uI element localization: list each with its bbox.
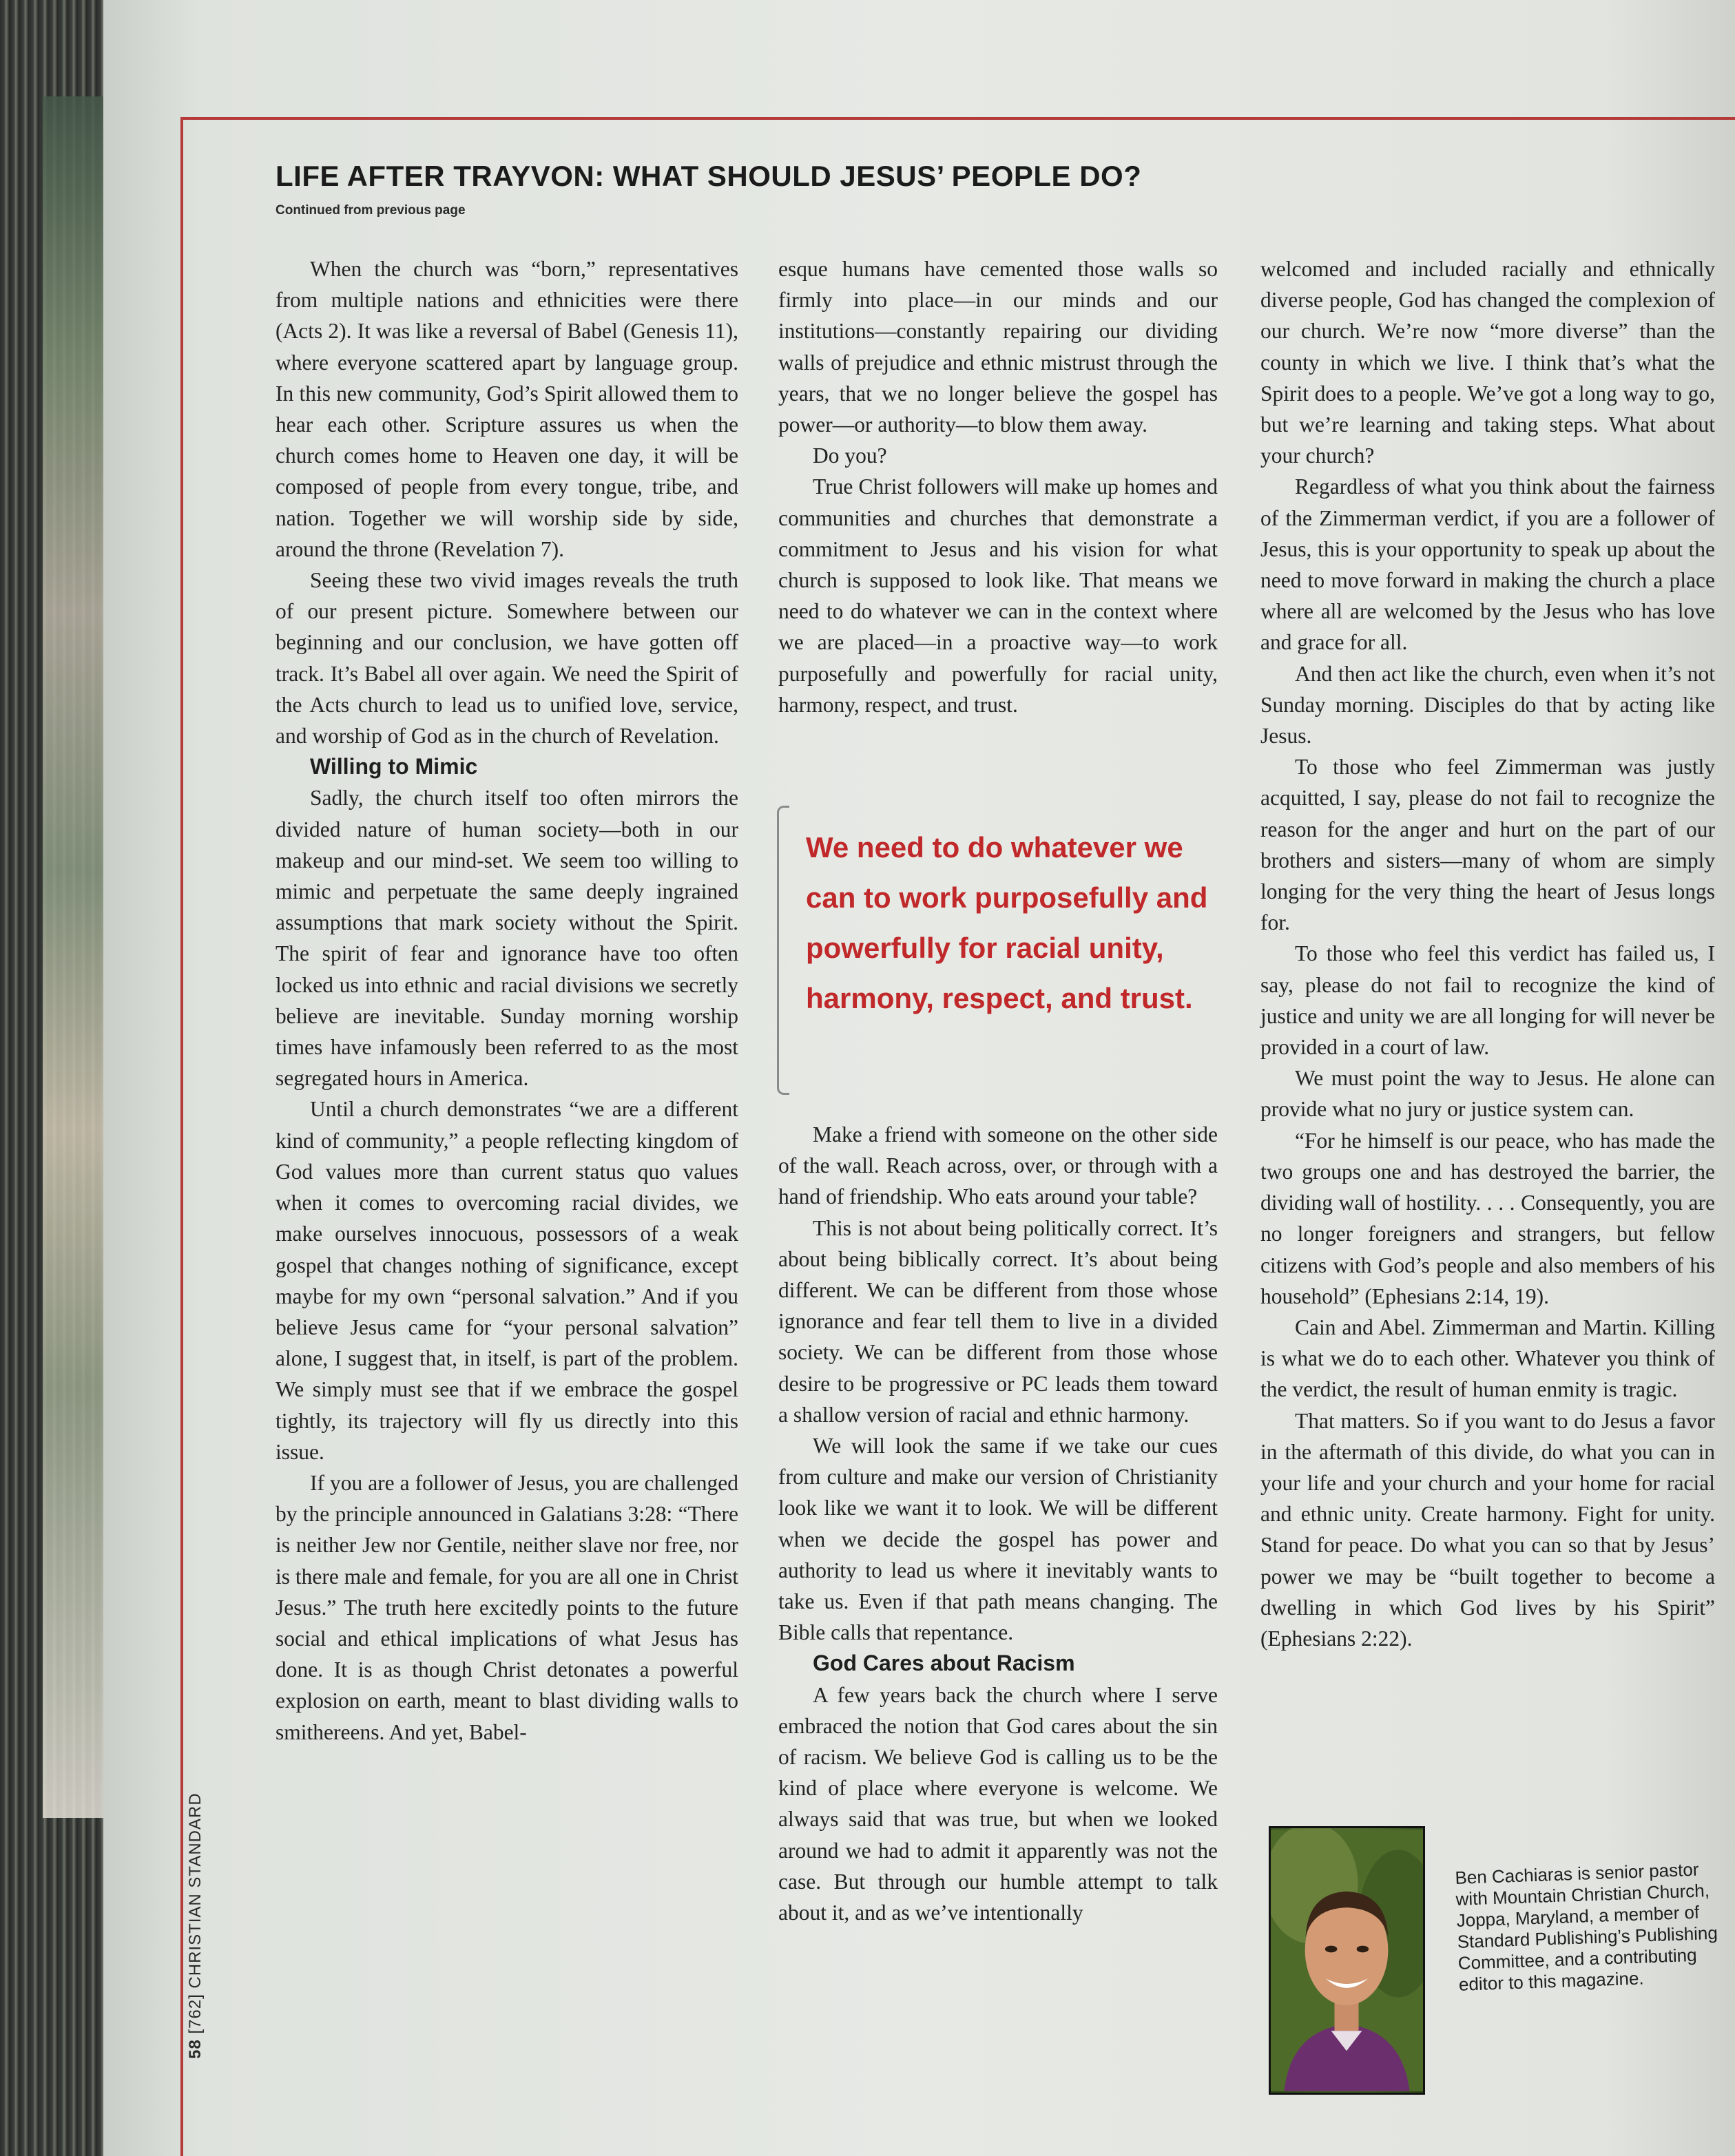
pull-quote-text: We need to do whatever we can to work purposefully and powerfully for racial unity, harmony, respect, and trust. (806, 831, 1208, 1014)
paragraph: Make a friend with someone on the other side of the wall. Reach across, over, or through with a hand of friendship. Who eats around your table? (778, 1122, 1218, 1209)
page-folio (186, 1792, 214, 2059)
text-column-2-top (778, 253, 1218, 720)
section-heading-god-cares-about-racism: God Cares about Racism (813, 1651, 1075, 1676)
paragraph: If you are a follower of Jesus, you are challenged by the principle announced in Galatians 3:28: “There is neither Jew nor Gentile, neither slave nor free, nor is there male and female, for you are all one in Christ Jesus.” The truth here excitedly points to the future social and ethical implications of what Jesus has done. It is as though Christ detonates a powerful explosion on earth, meant to blast dividing walls to smithereens. And yet, Babel- (276, 1470, 738, 1744)
page-number: 58 (186, 2039, 205, 2059)
adjacent-page-photo-strip (43, 96, 103, 1818)
text-column-1 (276, 253, 738, 1748)
author-portrait-icon (1271, 1828, 1423, 2093)
text-column-3 (1260, 253, 1715, 1654)
text-column-2-bottom (778, 1119, 1218, 1928)
paragraph: Sadly, the church itself too often mirrors the divided nature of human society—both in our makeup and our mind-set. We seem too willing to mimic and perpetuate the same deeply ingrained assumptions that mark society without the Spirit. The spirit of fear and ignorance have too often locked us into ethnic and racial divisions we secretly believe are inevitable. Sunday morning worship times have infamously been referred to as the most segregated hours in America. (276, 786, 738, 1091)
author-bio: Ben Cachiaras is senior pastor with Mountain Christian Church, Joppa, Maryland, a member of Standard Publishing’s Publishing Committee, and a contributing editor to this magazine. (1455, 1859, 1718, 1995)
article-title: LIFE AFTER TRAYVON: WHAT SHOULD JESUS’ PEOPLE DO? (276, 160, 1142, 192)
paragraph: We must point the way to Jesus. He alone can provide what no jury or justice system can. (1260, 1066, 1715, 1122)
paragraph: Until a church demonstrates “we are a different kind of community,” a people reflecting kingdom of God values more than current status quo values when it comes to overcoming racial divides, we make ourselves innocuous, possessors of a weak gospel that changes nothing of significance, except maybe for my own “personal salvation.” And if you believe Jesus came for “your personal salvation” alone, I suggest that, in itself, is part of the problem. We simply must see that if we embrace the gospel tightly, its trajectory will fly us directly into this issue. (276, 1097, 738, 1464)
paragraph: A few years back the church where I serve embraced the notion that God cares about the sin of racism. We believe God is calling us to be the kind of place where everyone is welcome. We always said that was true, but when we looked around we had to admit it apparently was not the case. But through our humble attempt to talk about it, and as we’ve intentionally (778, 1682, 1218, 1925)
section-heading-willing-to-mimic: Willing to Mimic (310, 754, 478, 779)
author-photo (1269, 1826, 1425, 2095)
paragraph: To those who feel Zimmerman was justly acquitted, I say, please do not fail to recognize the reason for the anger and hurt on the part of our brothers and sisters—many of whom are simply longing for the very thing the heart of Jesus longs for. (1260, 755, 1715, 935)
paragraph: “For he himself is our peace, who has made the two groups one and has destroyed the barrier, the dividing wall of hostility. . . . Consequently, you are no longer foreigners and strangers, but fellow citizens with God’s people and also members of his household” (Ephesians 2:14, 19). (1260, 1128, 1715, 1308)
paragraph: And then act like the church, even when it’s not Sunday morning. Disciples do that by acting like Jesus. (1260, 661, 1715, 749)
paragraph: welcomed and included racially and ethnically diverse people, God has changed the complexion of our church. We’re now “more diverse” than the county in which we live. I think that’s what the Spirit does to a people. We’ve got a long way to go, but we’re learning and taking steps. What about your church? (1260, 257, 1715, 468)
continued-note: Continued from previous page (276, 203, 466, 218)
paragraph: When the church was “born,” representatives from multiple nations and ethnicities were there (Acts 2). It was like a reversal of Babel (Genesis 11), where everyone scattered apart by language group. In this new community, God’s Spirit allowed them to hear each other. Scripture assures us when the church comes home to Heaven one day, it will be composed of people from every tongue, tribe, and nation. Together we will worship side by side, around the throne (Revelation 7). (276, 257, 738, 561)
paragraph: True Christ followers will make up homes and communities and churches that demonstrate a commitment to Jesus and his vision for what church is supposed to look like. That means we need to do whatever we can in the context where we are placed—in a proactive way—to work purposefully and powerfully for racial unity, harmony, respect, and trust. (778, 474, 1218, 717)
paragraph: To those who feel this verdict has failed us, I say, please do not fail to recognize the kind of justice and unity we are all longing for will never be provided in a court of law. (1260, 941, 1715, 1060)
paragraph: esque humans have cemented those walls so firmly into place—in our minds and our institutions—constantly repairing our dividing walls of prejudice and ethnic mistrust through the years, that we no longer believe the gospel has power—or authority—to blow them away. (778, 257, 1218, 437)
pull-quote-box (777, 806, 1225, 1095)
paragraph: Seeing these two vivid images reveals the truth of our present picture. Somewhere between our beginning and our conclusion, we have gotten off track. It’s Babel all over again. We need the Spirit of the Acts church to lead us to unified love, service, and worship of God as in the church of Revelation. (276, 568, 738, 749)
folio-publication: [762] CHRISTIAN STANDARD (186, 1792, 205, 2034)
paragraph: Regardless of what you think about the fairness of the Zimmerman verdict, if you are a follower of Jesus, this is your opportunity to speak up about the need to move forward in making the church a place where all are welcomed by the Jesus who has love and grace for all. (1260, 474, 1715, 655)
paragraph: This is not about being politically correct. It’s about being biblically correct. It’s about being different. We can be different from those whose ignorance and fear tell them to live in a divided society. We can be different from those whose desire to be progressive or PC leads them toward a shallow version of racial and ethnic harmony. (778, 1215, 1218, 1427)
paragraph: That matters. So if you want to do Jesus a favor in the aftermath of this divide, do what you can in your life and your church and your home for racial and ethnic unity. Create harmony. Fight for unity. Stand for peace. Do what you can so that by Jesus’ power we may be “built together to become a dwelling in which God lives by his Spirit” (Ephesians 2:22). (1260, 1408, 1715, 1651)
paragraph: We will look the same if we take our cues from culture and make our version of Christianity look like we want it to look. We will be different when we decide the gospel has power and authority to lead us where it inevitably wants to take us. Even if that path means changing. The Bible calls that repentance. (778, 1434, 1218, 1645)
paragraph: Do you? (813, 443, 887, 468)
paragraph: Cain and Abel. Zimmerman and Martin. Killing is what we do to each other. Whatever you think of the verdict, the result of human enmity is tragic. (1260, 1315, 1715, 1402)
pull-quote-bracket (777, 806, 789, 1095)
